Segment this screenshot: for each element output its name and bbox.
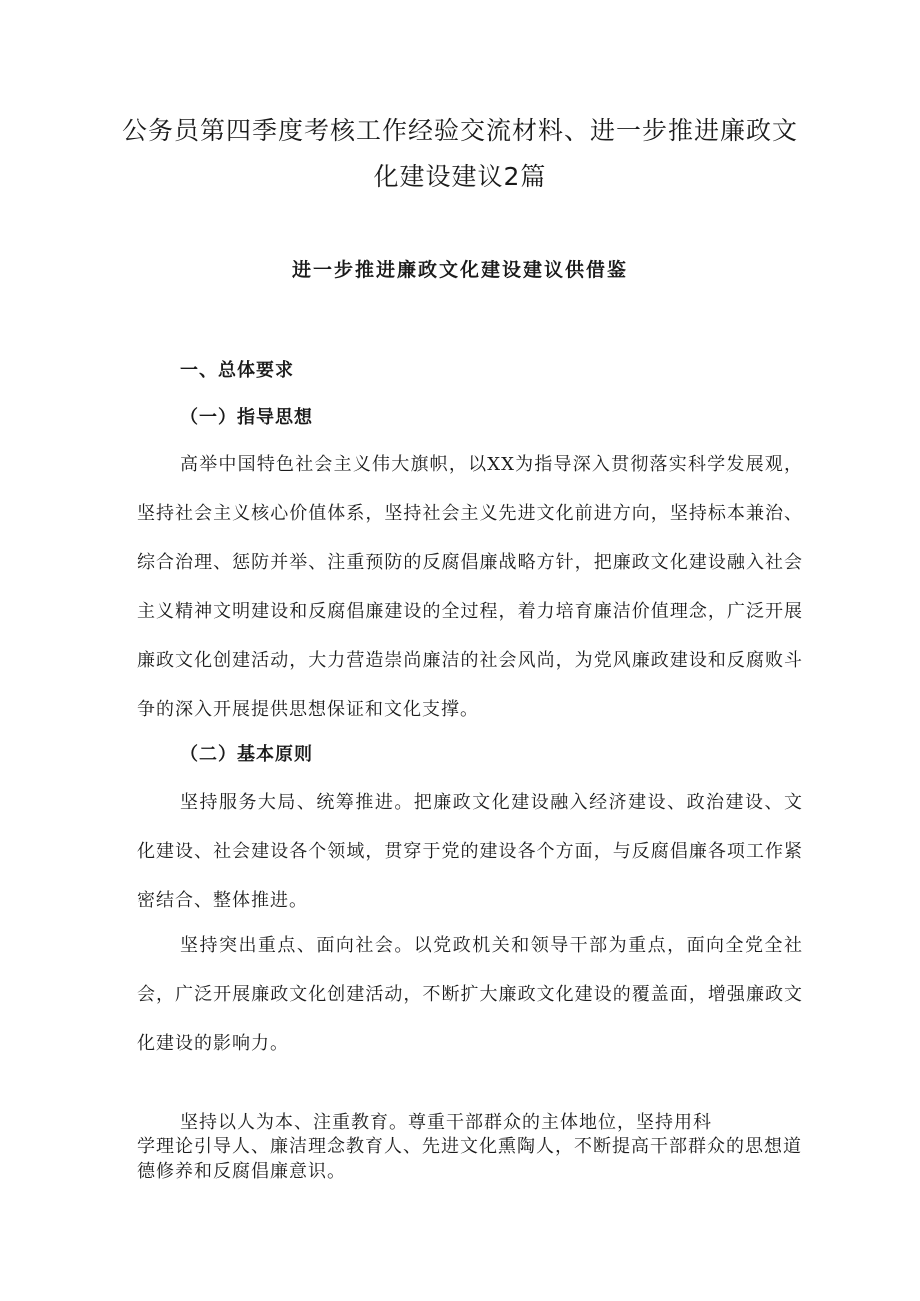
subsection-heading-guiding-thought: （一）指导思想 — [180, 407, 313, 428]
subsection-heading-basic-principles: （二）基本原则 — [180, 744, 313, 765]
paragraph-principle-people-line1: 坚持以人为本、注重教育。尊重干部群众的主体地位，坚持用科 — [180, 1112, 712, 1133]
paragraph-principle-overall: 坚持服务大局、统筹推进。把廉政文化建设融入经济建设、政治建设、文化建设、社会建设各个领域，贯穿于党的建设各个方面，与反腐倡廉各项工作紧密结合、整体推进。 — [137, 792, 803, 911]
paragraph-principle-people-rest: 学理论引导人、廉洁理念教育人、先进文化熏陶人，不断提高干部群众的思想道德修养和反腐倡廉意识。 — [137, 1136, 802, 1182]
paragraph-guiding-thought: 高举中国特色社会主义伟大旗帜，以XX为指导深入贯彻落实科学发展观，坚持社会主义核心价值体系，坚持社会主义先进文化前进方向，坚持标本兼治、综合治理、惩防并举、注重预防的反腐倡廉战略方针，把廉政文化建设融入社会主义精神文明建设和反腐倡廉建设的全过程，着力培育廉洁价值理念，广泛开展廉政文化创建活动，大力营造崇尚廉洁的社会风尚，为党风廉政建设和反腐败斗争的深入开展提供思想保证和文化支撑。 — [137, 454, 803, 720]
paragraph-principle-focus: 坚持突出重点、面向社会。以党政机关和领导干部为重点，面向全党全社会，广泛开展廉政文化创建活动，不断扩大廉政文化建设的覆盖面，增强廉政文化建设的影响力。 — [137, 935, 803, 1054]
section-heading-general-requirements: 一、总体要求 — [180, 360, 294, 381]
document-title: 公务员第四季度考核工作经验交流材料、进一步推进廉政文化建设建议2篇 — [121, 116, 798, 191]
document-subtitle: 进一步推进廉政文化建设建议供借鉴 — [291, 259, 628, 281]
